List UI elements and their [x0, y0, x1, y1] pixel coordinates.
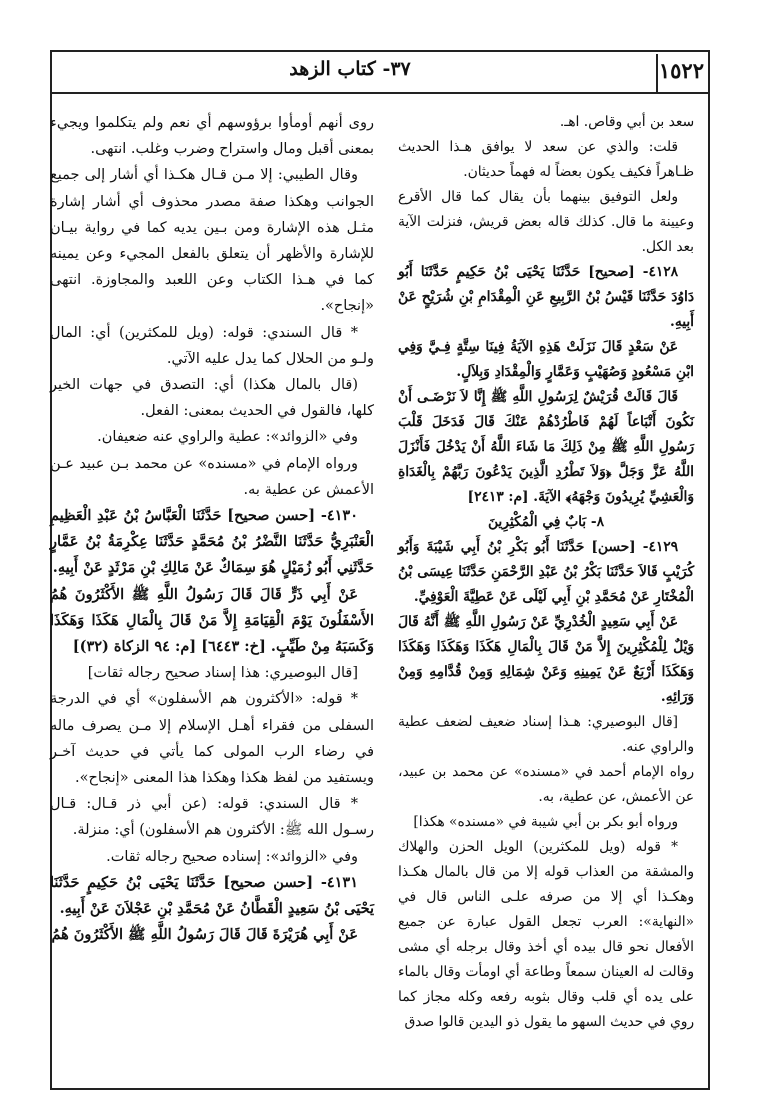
- commentary: * قوله: «الأكثرون هم الأسفلون» أي في الدرجة السفلى من فقراء أهـل الإسلام إلا مـن يصرف ماله في رضاء الرب المولى كما يأتي في حديث آخـر ويستفيد من لفظ هكذا وهكذا هذا المعنى «إنجاح».: [50, 691, 374, 787]
- commentary: * قوله (ويل للمكثرين) الويل الحزن والهلاك والمشقة من العذاب قوله إلا من قال بالمال هكـذا وهكـذا أي إلا من صرفه علـى الناس قال في «النهاية»: العرب تجعل القول عبارة عن جميع الأفعال نحو قال بيده أي أخذ وقال برجله أي مشى وقالت له العينان سمعاً وطاعة أي اومأت وقال بالماء على يده أي قلب وقال بثوبه رفعه وكله مجاز كما روي في حديث السهو ما يقول ذو اليدين قالوا صدق: [398, 839, 694, 1030]
- commentary: (قال بالمال هكذا) أي: التصدق في جهات الخير كلها، فالقول في الحديث بمعنى: الفعل.: [50, 377, 374, 420]
- left-column: [50, 110, 374, 949]
- commentary: * قال السندي: قوله: (عن أبي ذر قـال: قـال رسـول الله ﷺ: الأكثرون هم الأسفلون) أي: منزلة.: [50, 796, 374, 839]
- commentary: وقال الطيبي: إلا مـن قـال هكـذا أي أشار إلى جميع الجوانب وهكذا صفة مصدر محذوف أي أشار إشارة مثـل هذه الإشارة ومن بـين يديه كما في رواية بيـان للإشارة والأظهر أن يتعلق بالفعل المجيء وعن يمينه كما في هـذا الكتاب وعن اللعبد والمجاوزة. انتهى «إنجاح».: [50, 167, 374, 315]
- header-divider: [656, 54, 658, 92]
- section-heading: ٨- بَابٌ فِي الْمُكْثِرِينَ: [487, 514, 605, 530]
- commentary: [قال البوصيري: هذا إسناد صحيح رجاله ثقات]: [87, 665, 358, 682]
- text-paragraph: ولعل التوفيق بينهما بأن يقال كما قال الأقرع وعيينة ما قال. كذلك قاله بعض قريش، فنزلت الآية بعد الكل.: [398, 189, 694, 255]
- text-paragraph: قلت: والذي عن سعد لا يوافق هـذا الحديث ظـاهراً فكيف يكون بعضاً له فهماً حديثان.: [398, 139, 694, 180]
- commentary: روى أنهم أومأوا برؤوسهم أي نعم ولم يتكلموا ويجيء بمعنى أقبل ومال واستراح وضرب وغلب. انتهى.: [50, 115, 374, 158]
- hadith-isnad-4128: ٤١٢٨- [صحيح] حَدَّثَنَا يَحْيَى بْنُ حَكِيمٍ حَدَّثَنَا أَبُو دَاوُدَ حَدَّثَنَا قَيْسُ بْنُ الرَّبِيعِ عَنِ الْمِقْدَامِ بْنِ شُرَيْحٍ عَنْ أَبِيهِ.: [398, 264, 694, 330]
- hadith-isnad-4131: ٤١٣١- [حسن صحيح] حَدَّثَنَا يَحْيَى بْنُ حَكِيمٍ حَدَّثَنَا يَحْيَى بْنُ سَعِيدٍ الْقَطَّانُ عَنْ مُحَمَّدِ بْنِ عَجْلاَنَ عَنْ أَبِيهِ.: [50, 873, 374, 918]
- hadith-isnad-4130: ٤١٣٠- [حسن صحيح] حَدَّثَنَا الْعَبَّاسُ بْنُ عَبْدِ الْعَظِيمِ الْعَنْبَرِيُّ حَدَّثَنَا النَّضْرُ بْنُ مُحَمَّدٍ حَدَّثَنَا عِكْرِمَةُ بْنُ عَمَّارٍ حَدَّثَنِي أَبُو زُمَيْلٍ هُوَ سِمَاكٌ عَنْ مَالِكِ بْنِ مَرْثَدٍ عَنْ أَبِيهِ.: [50, 507, 374, 577]
- page-number: ١٥٢٢: [658, 58, 704, 83]
- commentary: وفي «الزوائد»: عطية والراوي عنه ضعيفان.: [97, 429, 358, 446]
- page-header: [50, 50, 710, 94]
- hadith-matn: عَنْ سَعْدٍ قَالَ نَزَلَتْ هَذِهِ الآيَةُ فِينَا سِتَّةٍ فِـيَّ وَفِي ابْنِ مَسْعُودٍ وَصُهَيْبٍ وَعَمَّارٍ وَالْمِقْدَادِ وَبِلاَلٍ.: [398, 339, 694, 380]
- hadith-matn: عَنْ أَبِي هُرَيْرَةَ قَالَ قَالَ رَسُولُ اللَّهِ ﷺ الأَكْثَرُونَ هُمُ: [51, 926, 358, 944]
- commentary: وفي «الزوائد»: إسناده صحيح رجاله ثقات.: [106, 848, 358, 865]
- commentary: [قال البوصيري: هـذا إسناد ضعيف لضعف عطية والراوي عنه.: [398, 714, 694, 755]
- commentary: ورواه الإمام في «مسنده» عن محمد بـن عبيد عـن الأعمش عن عطية به.: [50, 455, 374, 498]
- commentary: ورواه أبو بكر بن أبي شيبة في «مسنده» هكذا]: [413, 814, 678, 830]
- hadith-matn: عَنْ أَبِي سَعِيدٍ الْخُدْرِيِّ عَنْ رَسُولِ اللَّهِ ﷺ أَنَّهُ قَالَ وَيْلٌ لِلْمُكْثِرِينَ إِلاَّ مَنْ قَالَ بِالْمَالِ هَكَذَا وَهَكَذَا وَهَكَذَا وَهَكَذَا أَرْبَعٌ عَنْ يَمِينِهِ وَعَنْ شِمَالِهِ وَمِنْ قُدَّامِهِ وَمِنْ وَرَائِهِ.: [398, 614, 694, 705]
- hadith-isnad-4129: ٤١٢٩- [حسن] حَدَّثَنَا أَبُو بَكْرِ بْنُ أَبِي شَيْبَةَ وَأَبُو كُرَيْبٍ قَالاَ حَدَّثَنَا بَكْرُ بْنُ عَبْدِ الرَّحْمَنِ حَدَّثَنَا عِيسَى بْنُ الْمُخْتَارِ عَنْ مُحَمَّدِ بْنِ أَبِي لَيْلَى عَنْ عَطِيَّةَ الْعَوْفِيِّ.: [398, 539, 694, 605]
- commentary: * قال السندي: قوله: (ويل للمكثرين) أي: المال ولـو من الحلال كما يدل عليه الآتي.: [50, 324, 374, 367]
- chapter-title: ٣٧- كتاب الزهد: [289, 58, 411, 80]
- commentary: رواه الإمام أحمد في «مسنده» عن محمد بن عبيد، عن الأعمش، عن عطية، به.: [398, 764, 694, 805]
- hadith-matn: قَالَ قَالَتْ قُرَيْشٌ لِرَسُولِ اللَّهِ ﷺ إِنَّا لاَ نَرْضَـى أَنْ نَكُونَ أَتْبَاعاً لَهُمْ فَاطْرُدْهُمْ عَنْكَ قَالَ فَدَخَلَ قَلْبَ رَسُولِ اللَّهِ ﷺ مِنْ ذَلِكَ مَا شَاءَ اللَّهُ أَنْ يَدْخُلَ فَأَنْزَلَ اللَّهُ عَزَّ وَجَلَّ ﴿وَلاَ تَطْرُدِ الَّذِينَ يَدْعُونَ رَبَّهُمْ بِالْغَدَاةِ وَالْعَشِيِّ يُرِيدُونَ وَجْهَهُ﴾ الآيَةَ. [م: ٢٤١٣]: [398, 389, 694, 505]
- hadith-matn: عَنْ أَبِي ذَرٍّ قَالَ قَالَ رَسُولُ اللَّهِ ﷺ الأَكْثَرُونَ هُمُ الأَسْفَلُونَ يَوْمَ الْقِيَامَةِ إِلاَّ مَنْ قَالَ بِالْمَالِ هَكَذَا وَهَكَذَا وَكَسَبَهُ مِنْ طَيِّبٍ. [خ: ٦٤٤٣] [م: ٩٤ الزكاة (٣٢)]: [50, 585, 374, 656]
- text-paragraph: سعد بن أبي وقاص. اهـ.: [559, 114, 694, 130]
- right-column: [398, 110, 694, 1035]
